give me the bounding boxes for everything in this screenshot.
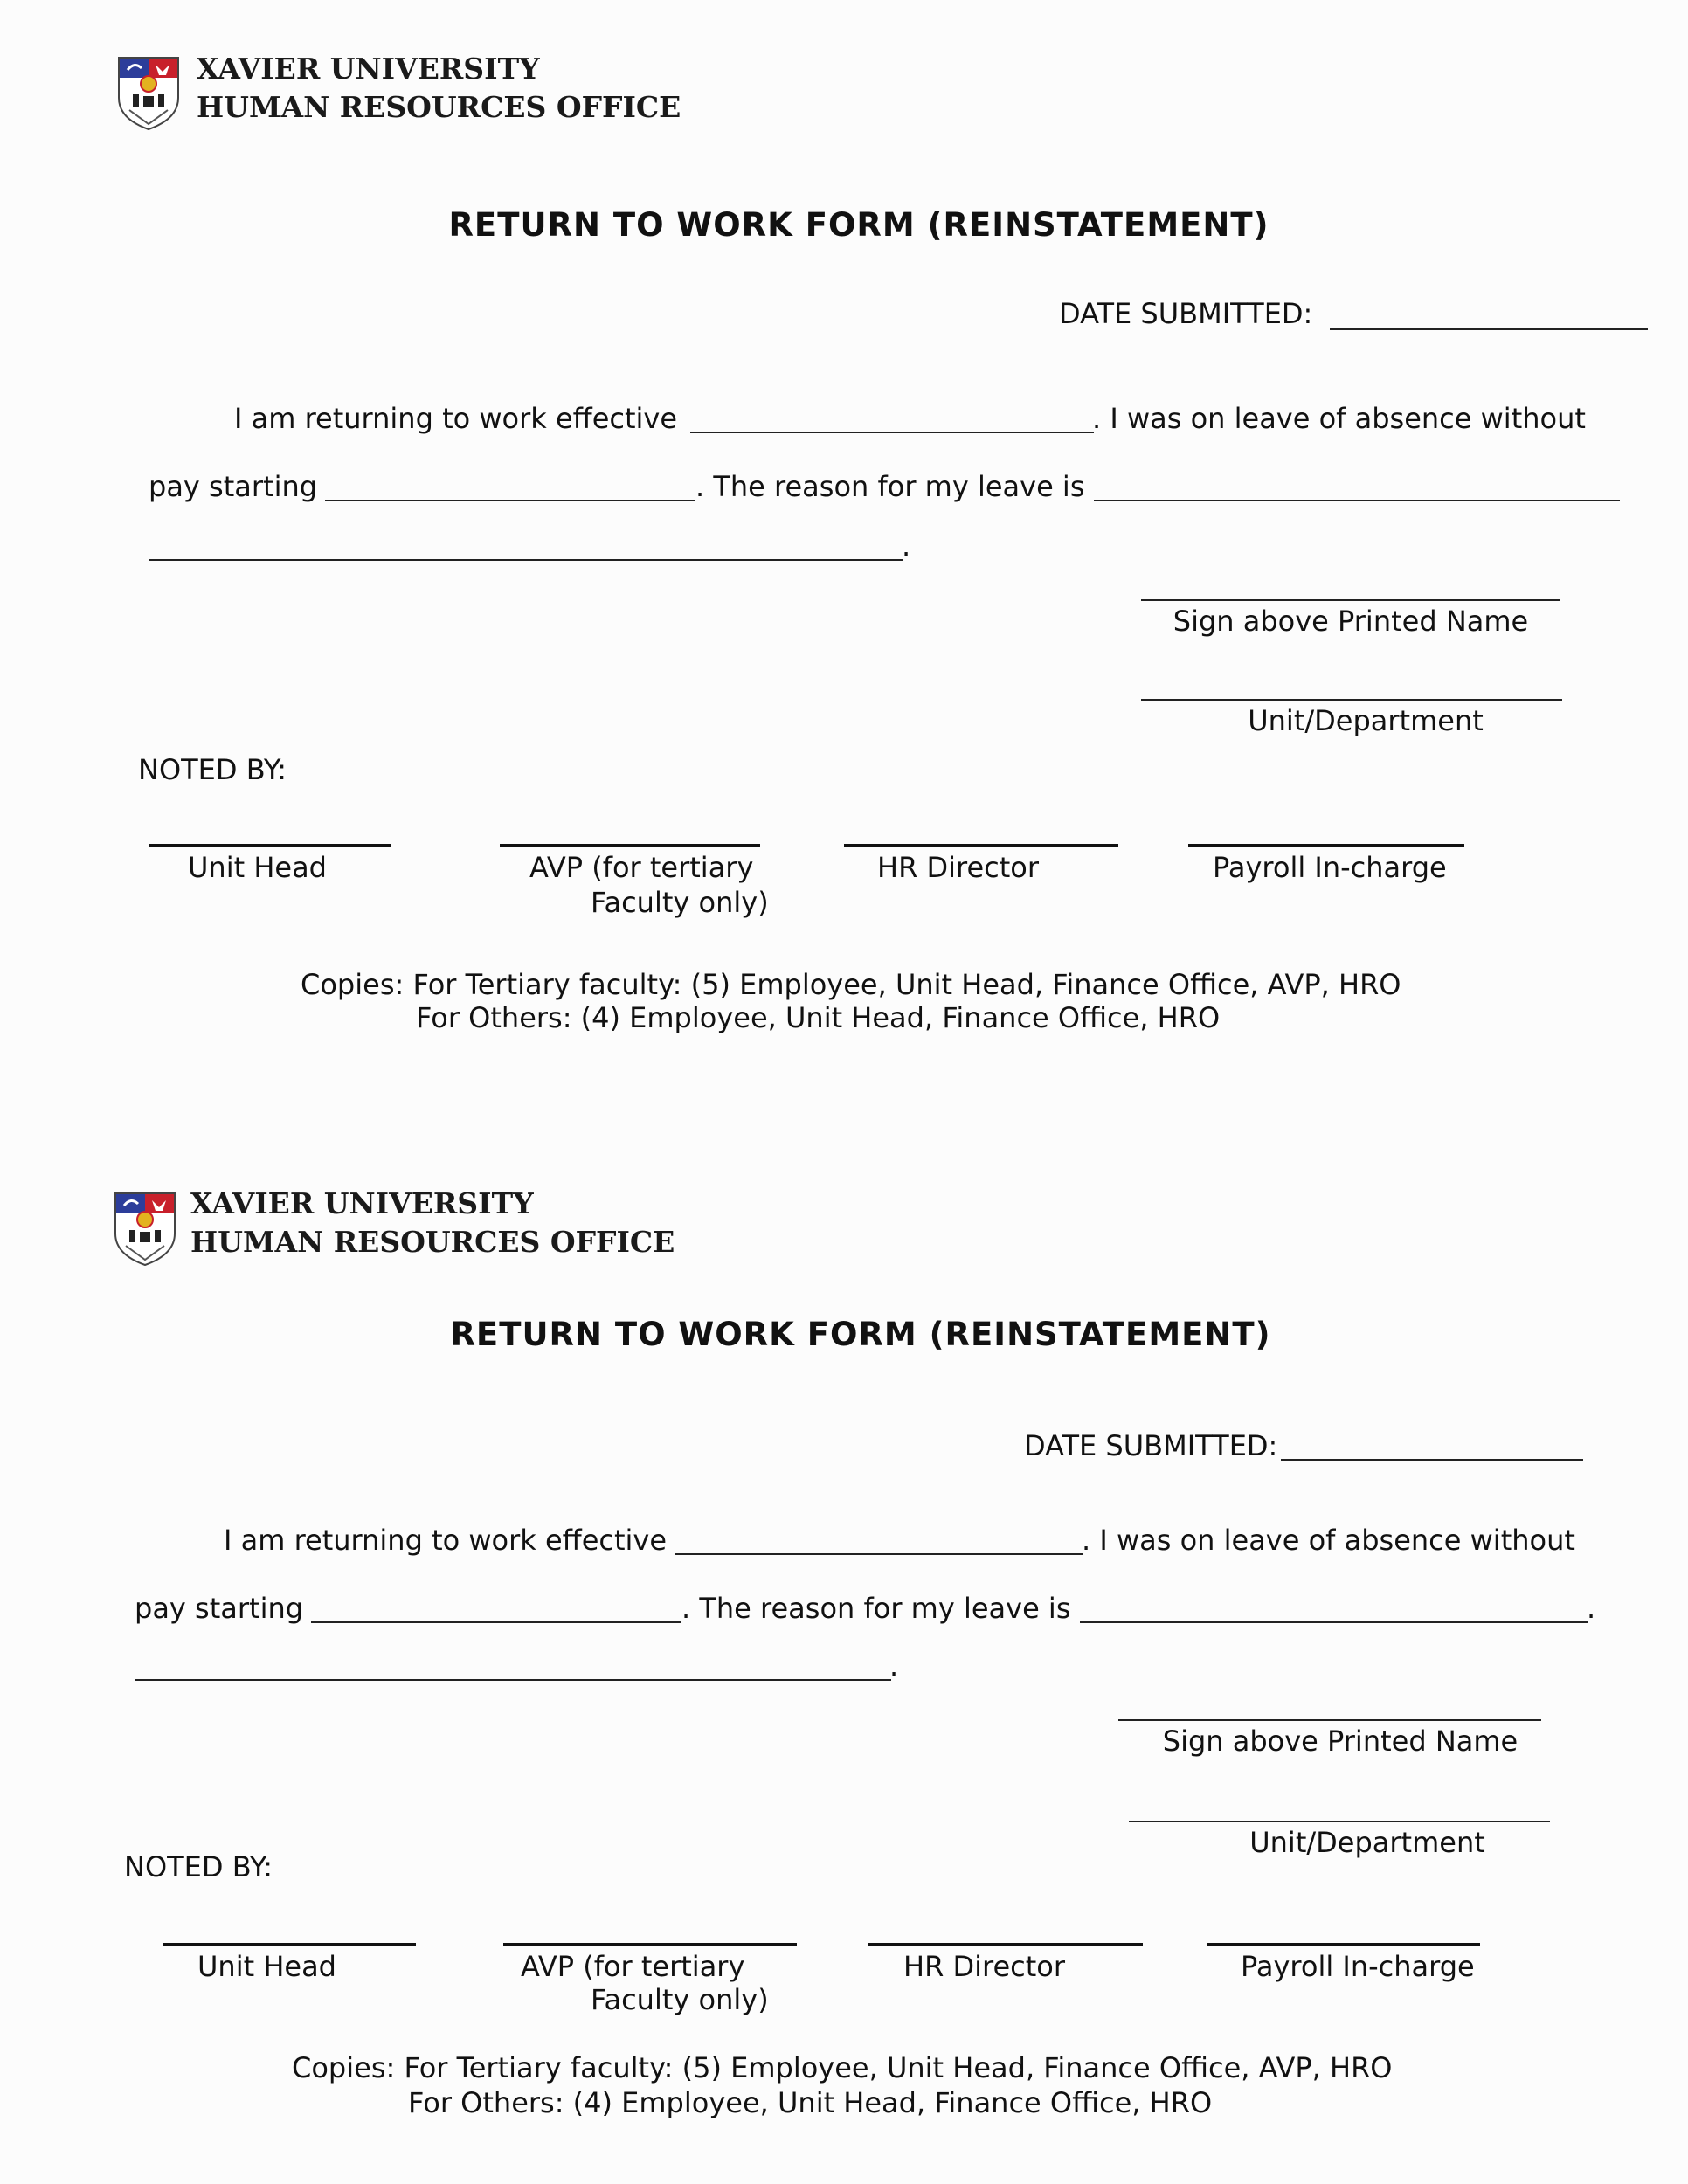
hr-director-label: HR Director (903, 1950, 1066, 1983)
university-shield-logo (114, 1192, 176, 1267)
leave-start-field[interactable] (311, 1621, 681, 1623)
signature-field[interactable] (1118, 1719, 1541, 1721)
unit-department-field[interactable] (1129, 1821, 1550, 1822)
sign-label: Sign above Printed Name (1173, 605, 1529, 638)
unit-department-label: Unit/Department (1249, 1826, 1485, 1859)
date-submitted-label: DATE SUBMITTED: (1024, 1429, 1278, 1462)
signature-field[interactable] (1141, 599, 1560, 601)
payroll-label: Payroll In-charge (1213, 851, 1447, 884)
leave-start-field[interactable] (325, 500, 695, 501)
institution-name: XAVIER UNIVERSITY (190, 1186, 534, 1220)
body-text-leave: . I was on leave of absence without (1082, 1524, 1575, 1557)
effective-date-field[interactable] (690, 432, 1094, 433)
reason-field[interactable] (1080, 1621, 1588, 1623)
hr-director-label: HR Director (877, 851, 1040, 884)
body-text-effective: I am returning to work effective (234, 402, 678, 435)
hr-director-signature-line[interactable] (868, 1943, 1143, 1946)
sign-label: Sign above Printed Name (1162, 1724, 1519, 1758)
effective-date-field[interactable] (675, 1553, 1083, 1555)
avp-signature-line[interactable] (503, 1943, 797, 1946)
body-text-leave: . I was on leave of absence without (1092, 402, 1586, 435)
reason-field[interactable] (1094, 500, 1620, 501)
avp-label-line1: AVP (for tertiary (521, 1950, 745, 1983)
date-submitted-label: DATE SUBMITTED: (1059, 297, 1313, 330)
institution-name: XAVIER UNIVERSITY (197, 52, 540, 86)
avp-label-line2: Faculty only) (591, 886, 769, 919)
payroll-label: Payroll In-charge (1241, 1950, 1475, 1983)
university-shield-logo (117, 56, 180, 131)
body-text-reason: . The reason for my leave is (695, 470, 1085, 503)
body-text-reason: . The reason for my leave is (681, 1592, 1071, 1625)
reason-period: . (902, 529, 911, 563)
form-title: RETURN TO WORK FORM (REINSTATEMENT) (450, 1316, 1271, 1353)
unit-head-label: Unit Head (197, 1950, 336, 1983)
hr-director-signature-line[interactable] (844, 844, 1118, 847)
body-text-pay-starting: pay starting (149, 470, 318, 503)
reason-period: . (1587, 1592, 1596, 1625)
date-submitted-field[interactable] (1330, 328, 1648, 330)
office-name: HUMAN RESOURCES OFFICE (197, 90, 681, 124)
reason-continued-period: . (889, 1649, 899, 1683)
payroll-signature-line[interactable] (1188, 844, 1464, 847)
avp-label-line2: Faculty only) (591, 1983, 769, 2016)
payroll-signature-line[interactable] (1207, 1943, 1480, 1946)
body-text-pay-starting: pay starting (135, 1592, 304, 1625)
avp-label-line1: AVP (for tertiary (529, 851, 754, 884)
body-text-effective: I am returning to work effective (224, 1524, 668, 1557)
date-submitted-field[interactable] (1281, 1459, 1583, 1461)
copies-line-2: For Others: (4) Employee, Unit Head, Finance Office, HRO (408, 2086, 1213, 2119)
form-title: RETURN TO WORK FORM (REINSTATEMENT) (448, 206, 1269, 244)
reason-continued-field[interactable] (135, 1679, 891, 1681)
unit-department-label: Unit/Department (1248, 704, 1484, 737)
copies-line-2: For Others: (4) Employee, Unit Head, Finance Office, HRO (416, 1001, 1221, 1034)
noted-by-label: NOTED BY: (138, 753, 287, 786)
avp-signature-line[interactable] (500, 844, 760, 847)
noted-by-label: NOTED BY: (124, 1850, 273, 1883)
office-name: HUMAN RESOURCES OFFICE (190, 1225, 675, 1259)
unit-department-field[interactable] (1141, 699, 1562, 701)
unit-head-signature-line[interactable] (149, 844, 391, 847)
copies-line-1: Copies: For Tertiary faculty: (5) Employee, Unit Head, Finance Office, AVP, HRO (292, 2051, 1393, 2084)
unit-head-label: Unit Head (188, 851, 327, 884)
copies-line-1: Copies: For Tertiary faculty: (5) Employee, Unit Head, Finance Office, AVP, HRO (301, 968, 1401, 1001)
unit-head-signature-line[interactable] (163, 1943, 416, 1946)
reason-continued-field[interactable] (149, 559, 903, 561)
